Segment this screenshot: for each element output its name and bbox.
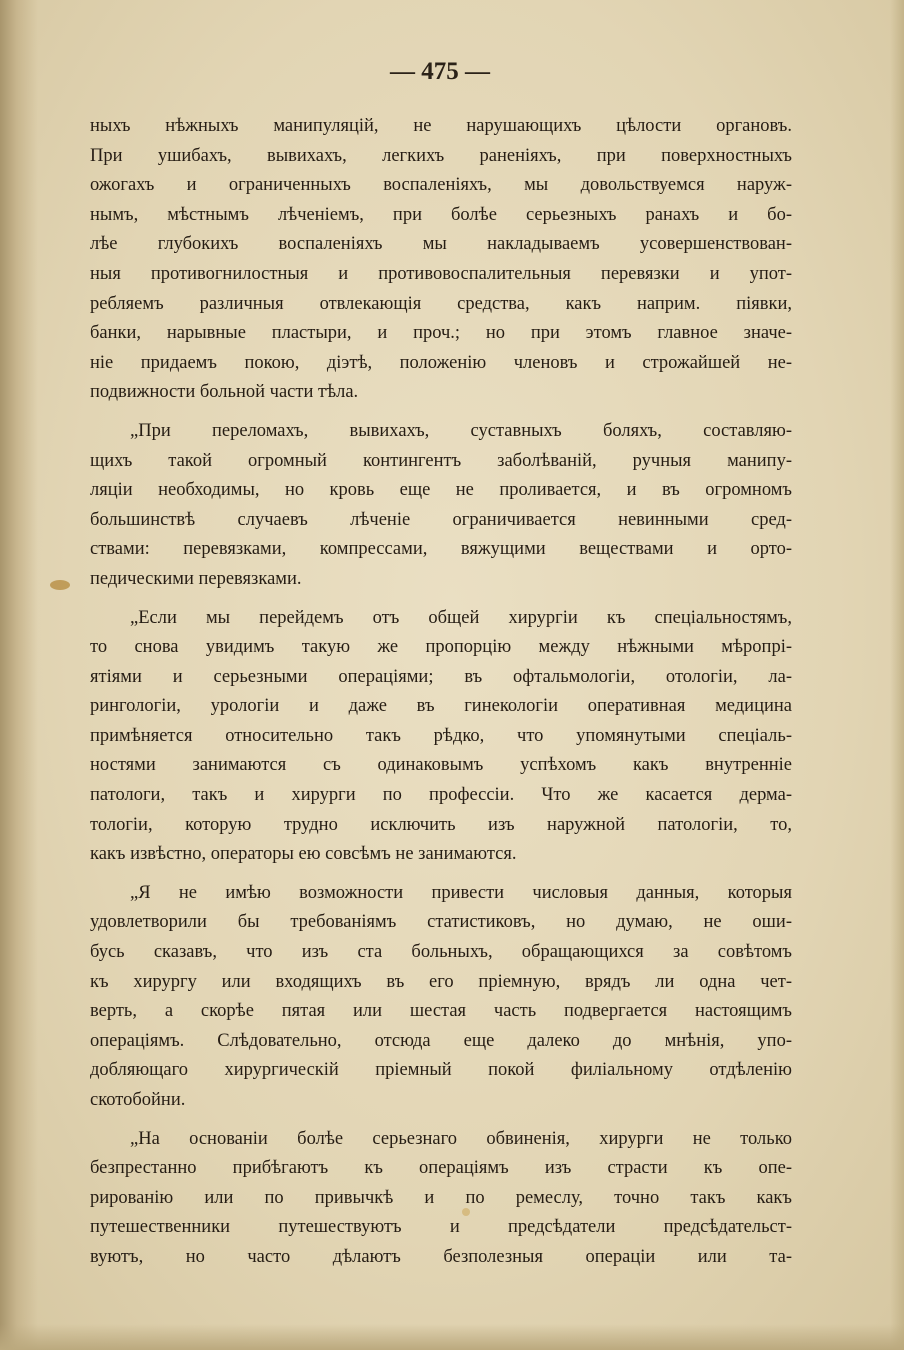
paragraph-gap xyxy=(90,870,792,879)
text-line: патологи, такъ и хирурги по профессіи. Что же касается дерма- xyxy=(90,785,792,806)
text-line: добляющаго хирургическій пріемный покой филіальному отдѣленію xyxy=(90,1060,792,1081)
text-line: „При переломахъ, вывихахъ, суставныхъ боляхъ, составляю- xyxy=(130,420,792,441)
text-line: къ хирургу или входящихъ въ его пріемную, врядъ ли одна чет- xyxy=(90,971,792,992)
text-line: примѣняется относительно такъ рѣдко, что упомянутыми спеціаль- xyxy=(90,725,792,746)
text-line: безпрестанно прибѣгаютъ къ операціямъ изъ страсти къ опе- xyxy=(90,1158,792,1179)
text-line: При ушибахъ, вывихахъ, легкихъ раненіяхъ, при поверхностныхъ xyxy=(90,145,792,166)
page-number: — 475 — xyxy=(390,58,490,85)
text-line: ствами: перевязками, компрессами, вяжущими веществами и орто- xyxy=(90,539,792,560)
text-line: рингологіи, урологіи и даже въ гинекологіи оперативная медицина xyxy=(90,696,792,717)
paragraph xyxy=(90,604,792,870)
text-line: подвижности больной части тѣла. xyxy=(90,382,359,403)
text-line: ляціи необходимы, но кровь еще не проливается, и въ огромномъ xyxy=(90,480,792,501)
text-line: верть, а скорѣе пятая или шестая часть подвергается настоящимъ xyxy=(90,1001,792,1022)
text-line: „Я не имѣю возможности привести числовыя данныя, которыя xyxy=(130,882,792,903)
text-line: скотобойни. xyxy=(90,1090,186,1110)
page-edge-bottom xyxy=(0,1324,904,1350)
text-line: ребляемъ различныя отвлекающія средства, какъ наприм. піявки, xyxy=(90,293,792,314)
text-line: какъ извѣстно, операторы ею совсѣмъ не занимаются. xyxy=(90,844,517,865)
text-line: большинствѣ случаевъ лѣченіе ограничивается невинными сред- xyxy=(90,509,792,530)
text-line: рированію или по привычкѣ и по ремеслу, точно такъ какъ xyxy=(90,1187,792,1208)
text-line: то снова увидимъ такую же пропорцію между нѣжными мѣропрі- xyxy=(90,637,792,658)
text-line: ожогахъ и ограниченныхъ воспаленіяхъ, мы довольствуемся наруж- xyxy=(90,175,792,196)
binding-shadow xyxy=(0,0,38,1350)
text-line: удовлетворили бы требованіямъ статистиковъ, но думаю, не оши- xyxy=(90,912,792,933)
text-line: бусь сказавъ, что изъ ста больныхъ, обращающихся за совѣтомъ xyxy=(90,942,792,963)
paragraph xyxy=(90,417,792,595)
body-text xyxy=(90,112,792,1273)
paragraph xyxy=(90,1125,792,1273)
text-line: вуютъ, но часто дѣлаютъ безполезныя операціи или та- xyxy=(90,1246,792,1267)
text-line: „Если мы перейдемъ отъ общей хирургіи къ спеціальностямъ, xyxy=(130,607,792,628)
page-edge-right xyxy=(890,0,904,1350)
text-line: путешественники путешествуютъ и предсѣдатели предсѣдательст- xyxy=(90,1217,792,1238)
text-line: ныхъ нѣжныхъ манипуляцій, не нарушающихъ цѣлости органовъ. xyxy=(90,116,792,136)
text-line: ятіями и серьезными операціями; въ офтальмологіи, отологіи, ла- xyxy=(90,666,792,687)
text-line: нымъ, мѣстнымъ лѣченіемъ, при болѣе серьезныхъ ранахъ и бо- xyxy=(90,204,792,225)
text-line: „На основаніи болѣе серьезнаго обвиненія, хирурги не только xyxy=(130,1128,792,1149)
paragraph-gap xyxy=(90,408,792,417)
text-line: педическими перевязками. xyxy=(90,568,302,589)
text-line: банки, нарывные пластыри, и проч.; но при этомъ главное значе- xyxy=(90,323,792,344)
text-line: ностями занимаются съ одинаковымъ успѣхомъ какъ внутренніе xyxy=(90,755,792,776)
text-line: щихъ такой огромный контингентъ заболѣваній, ручныя манипу- xyxy=(90,450,792,471)
paragraph-gap xyxy=(90,1116,792,1125)
paragraph-gap xyxy=(90,595,792,604)
text-line: ніе придаемъ покою, діэтѣ, положенію членовъ и строжайшей не- xyxy=(90,352,792,373)
text-line: лѣе глубокихъ воспаленіяхъ мы накладываемъ усовершенствован- xyxy=(90,234,792,255)
margin-ink-mark xyxy=(50,580,70,590)
text-line: операціямъ. Слѣдовательно, отсюда еще далеко до мнѣнія, упо- xyxy=(90,1030,792,1051)
paragraph xyxy=(90,112,792,408)
text-line: тологіи, которую трудно исключить изъ наружной патологіи, то, xyxy=(90,814,792,835)
paragraph xyxy=(90,879,792,1116)
text-line: ныя противогнилостныя и противовоспалительныя перевязки и упот- xyxy=(90,263,792,284)
